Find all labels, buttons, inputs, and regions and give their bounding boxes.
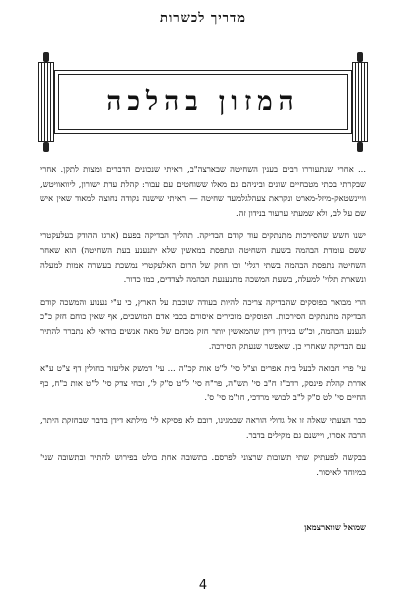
paragraph: עי' פרי חבואה לבעל בית אפרים וצ"ל סי' ל"ט אות קכ"ה ... עי' דמשק אליעזר בחולין דף צ"ט ע"א אדרת קהלת פינסק, רדב"ז ח"ב סי' תש"ה, פר"ח סי' ל"ט ס"ק ל', זבחי צדק סי' ל"ט אות כ"ח, כף החיים סי' לט ס"ק ל"ב לבושי מרדכי, חו"מ סי' ס'.	[40, 363, 366, 403]
page-number: 4	[198, 578, 208, 593]
scroll-left-roller	[38, 52, 54, 152]
paragraph: הרי מבואר בפוסקים שהבדיקה צריכה להיות בעודה שוכבת על הארץ, כי ע"י נענוע והמשכה קודם הבדיקה מתנתקים הסירכות. הפוסקים מוכירים איסורם בכבי אדם המושכים, אף שאין כוחם חזק כ"כ לנענע הבהמה, וכ"ש בנידון דידן שהמאשין יותר חזק מכחם של מאה אנשים בודאי לא נתברר להתיר עם הבדיקה שאחרי כן. שאפשר שנעתק הסירכה.	[40, 296, 366, 351]
banner-title: המזון בהלכה	[106, 87, 300, 117]
scroll-band	[54, 70, 352, 134]
scroll-banner	[38, 52, 368, 152]
author-signature: שמואל שווארצמאן	[304, 522, 366, 532]
page-header: מדריך לכשרות	[160, 11, 246, 26]
scroll-right-roller	[352, 52, 368, 152]
paragraph: כבר הצעתי שאלה זו אל גדולי הוראה שבמגינו, רובם לא פסיקא לי' מילתא דידן בדבר שבחזקת היתר, הרבה אסרו, ויישנם גם מקילים בדבר.	[40, 414, 366, 440]
article-body	[40, 162, 366, 487]
paragraph: ישנו חשש שהסירכות מתנתקים עוד קודם הבדיקה. תהליך הבדיקה בפעם (ארגז ההודק בעלעקטרי ששם עומדת הבהמה בשעת השחיטה ונתפסת במאשין שלא יתנענע בעת השחיטה) הוא שאחר השחיטה נתפסת הבהמה בשתי רגלי' וכו חוזק של הרום האלעקטרי נמשכת בעשרה אמות למעלה ונשארת תלוי' למעלה, בשעת המשכה מתנענעת הבהמה לצדדים, כמו כדור.	[40, 230, 366, 285]
paragraph: בבקשה לפעתיק שתי תשובות שרצוני לפרסם. בתשובה אחת בולט בפירוש להתיר ובתשובה שני' במיוחד לאיסור.	[40, 452, 366, 477]
paragraph: ... אחרי שנתעוררו רבים בענין השחיטה שבארצה"ב, ראיתי שנכונים הדברים ומצות לתקן. אחרי שבקרתי בכתי מטבחיים שונים וביניהם גם מאלו ששוחטים עם עבור: קהלת עדת ישורון, ליוואוויטש, וויינשטאק-מיזל-מארט ונקראת צעהלגלמעד שחיטה — ראיתי שישנה נקודה נחוצה למאוד שאין איש שם על לב, ולא שמעתי ערעור בנידון זה.	[40, 164, 366, 218]
